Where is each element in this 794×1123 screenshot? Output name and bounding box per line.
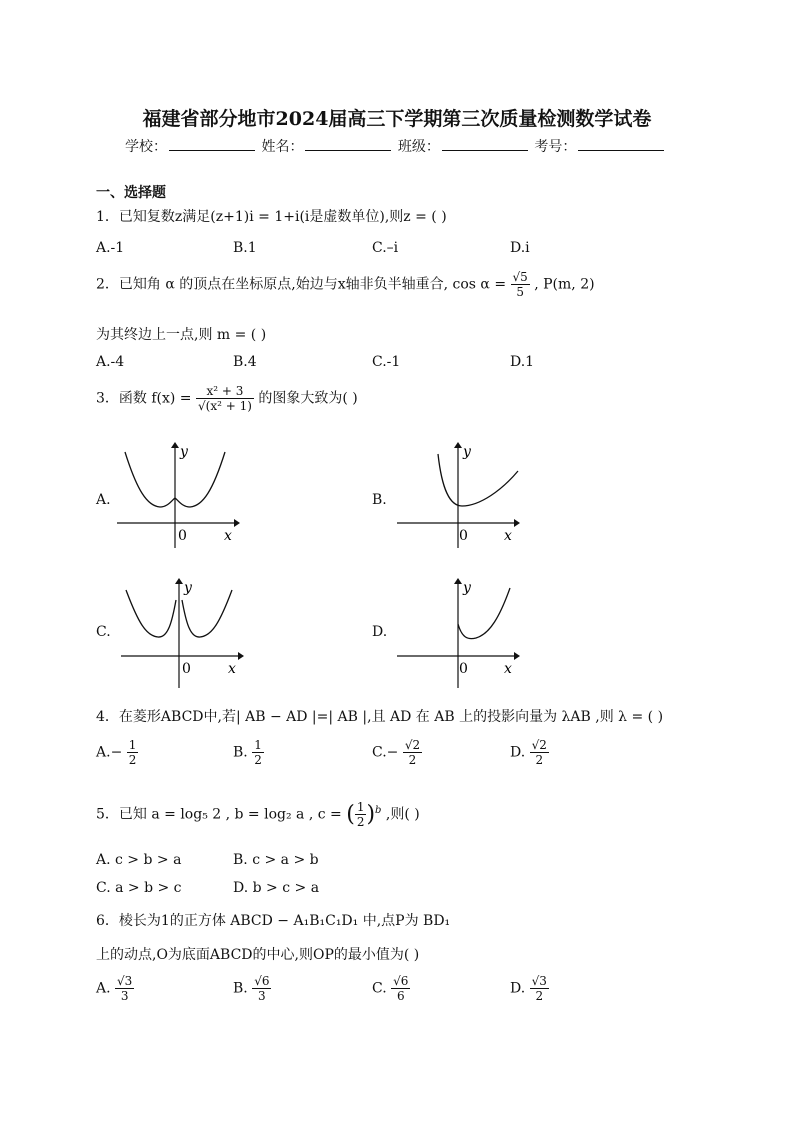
q6-option-a-prefix: A. (96, 980, 111, 997)
graph-d-x-arrow (514, 652, 520, 660)
q2-stem-b: , P(m, 2) (534, 276, 595, 293)
q4-option-a-prefix: A. (96, 744, 111, 761)
graph-b-y-label: y (463, 444, 471, 460)
page-title: 福建省部分地市2024届高三下学期第三次质量检测数学试卷 (142, 108, 652, 130)
q2-stem-a: 2．已知角 α 的顶点在坐标原点,始边与x轴非负半轴重合, cos α = (96, 276, 507, 293)
q6-option-c-frac (391, 974, 410, 1003)
info-number-label: 考号： (534, 139, 577, 155)
graph-c-x-label: x (228, 661, 236, 677)
q4-option-a-den: 2 (128, 753, 137, 767)
q6-stem-a: 6．棱长为1的正方体 ABCD − A₁B₁C₁D₁ 中,点P为 BD₁ (96, 913, 451, 929)
q2-option-c: C.-1 (372, 354, 401, 370)
name-blank (305, 138, 391, 151)
q4-option-c-frac (403, 738, 422, 767)
q4-option-a-num: 1 (128, 738, 137, 752)
q6-option-d-den: 2 (535, 989, 544, 1003)
q4-option-d (510, 738, 549, 767)
q6-option-b-den: 3 (258, 989, 266, 1003)
q6-option-d-prefix: D. (510, 980, 526, 997)
graph-b-x-arrow (514, 519, 520, 527)
q5-frac-den: 2 (356, 815, 365, 829)
q5-paren-open: ( (346, 802, 355, 827)
q5-option-c: C. a > b > c (96, 880, 182, 896)
q5-exponent: b (375, 804, 382, 816)
q6-option-d-num: √3 (531, 974, 547, 988)
q5-paren-close: ) (366, 802, 376, 827)
graph-c (116, 574, 246, 690)
q6-option-c-num: √6 (393, 974, 409, 988)
q5-fraction (355, 800, 367, 829)
q6-option-d (510, 974, 549, 1003)
graph-c-y-label: y (184, 580, 192, 596)
class-blank (442, 138, 528, 151)
q4-option-a-frac (127, 738, 139, 767)
number-blank (578, 138, 664, 151)
graph-a (112, 440, 242, 550)
info-name-label: 姓名： (261, 139, 304, 155)
graph-b-x-label: x (504, 528, 512, 544)
q6-option-b-frac (252, 974, 271, 1003)
graph-d-y-label: y (463, 580, 471, 596)
q4-option-c-prefix: C. (372, 744, 387, 761)
q5-stem-b: ,则( ) (385, 806, 420, 823)
graph-a-y-arrow (171, 442, 179, 448)
student-info-line (125, 136, 666, 156)
q3-stem (96, 384, 358, 413)
graph-d-origin: 0 (459, 661, 468, 677)
q2-frac-den: 5 (516, 285, 524, 299)
q3-option-d-label: D. (372, 624, 388, 640)
graph-c-origin: 0 (182, 661, 191, 677)
q4-option-d-prefix: D. (510, 744, 526, 761)
graph-a-x-arrow (234, 519, 240, 527)
q4-option-d-den: 2 (535, 753, 544, 767)
q4-option-b-frac (252, 738, 264, 767)
graph-c-x-arrow (238, 652, 244, 660)
q4-option-b-num: 1 (254, 738, 262, 752)
q5-frac-num: 1 (356, 800, 365, 814)
q4-option-b-prefix: B. (233, 744, 248, 761)
graph-d-y-arrow (454, 578, 462, 584)
graph-a-origin: 0 (178, 528, 187, 544)
q2-option-a: A.-4 (96, 354, 125, 370)
q2-option-b: B.4 (233, 354, 257, 370)
graph-c-left-curve (126, 590, 176, 637)
q6-option-a-frac (115, 974, 134, 1003)
q4-option-c-den: 2 (408, 753, 417, 767)
q6-option-a (96, 974, 134, 1003)
info-school-label: 学校： (125, 139, 167, 155)
q4-option-c (372, 738, 422, 767)
q4-option-c-sign: − (386, 744, 399, 761)
graph-b-origin: 0 (459, 528, 468, 544)
q2-frac-num: √5 (512, 270, 528, 284)
q6-option-c-prefix: C. (372, 980, 387, 997)
q1-option-d: D.i (510, 240, 530, 256)
q4-option-c-num: √2 (404, 738, 421, 752)
q5-option-a: A. c > b > a (96, 852, 182, 868)
graph-c-y-arrow (175, 578, 183, 584)
graph-d (392, 574, 522, 690)
q1-option-a: A.-1 (96, 240, 125, 256)
q6-option-c-den: 6 (396, 989, 405, 1003)
q6-option-b (233, 974, 271, 1003)
q1-option-b: B.1 (233, 240, 257, 256)
q3-option-b-label: B. (372, 492, 387, 508)
graph-b-curve (438, 454, 518, 506)
q4-option-d-frac (530, 738, 549, 767)
q4-stem: 4．在菱形ABCD中,若| AB − AD |=| AB |,且 AD 在 AB 上的投影向量为 λAB ,则 λ = ( ) (96, 709, 664, 725)
q4-option-a-sign: − (110, 744, 123, 761)
q6-option-b-prefix: B. (233, 980, 248, 997)
section-title: 一、选择题 (96, 185, 166, 201)
q6-option-a-num: √3 (117, 974, 133, 988)
q2-stem (96, 270, 595, 299)
q4-option-a (96, 738, 138, 767)
q1-stem: 1．已知复数z满足(z+1)i = 1+i(i是虚数单位),则z = ( ) (96, 209, 447, 225)
info-class-label: 班级： (397, 139, 440, 155)
q3-frac-num: x² + 3 (196, 384, 254, 399)
q3-stem-b: 的图象大致为( ) (258, 390, 358, 407)
q3-frac-den: √(x² + 1) (198, 399, 252, 413)
graph-b (392, 440, 522, 550)
q3-stem-a: 3．函数 f(x) = (96, 390, 192, 407)
q4-option-b (233, 738, 264, 767)
q4-option-b-den: 2 (254, 753, 262, 767)
q5-stem-a: 5．已知 a = log₅ 2 , b = log₂ a , c = (96, 806, 342, 823)
graph-b-y-arrow (454, 442, 462, 448)
q6-option-d-frac (530, 974, 549, 1003)
q2-option-d: D.1 (510, 354, 535, 370)
q6-option-b-num: √6 (254, 974, 270, 988)
q6-stem-b: 上的动点,O为底面ABCD的中心,则OP的最小值为( ) (96, 947, 420, 963)
graph-d-x-label: x (504, 661, 512, 677)
graph-c-right-curve (182, 590, 232, 637)
graph-a-y-label: y (180, 444, 188, 460)
graph-a-x-label: x (224, 528, 232, 544)
school-blank (169, 138, 255, 151)
q3-option-a-label: A. (96, 492, 111, 508)
q3-fraction (196, 384, 254, 413)
q4-option-d-num: √2 (531, 738, 547, 752)
q2-stem-c: 为其终边上一点,则 m = ( ) (96, 327, 267, 343)
q6-option-a-den: 3 (120, 989, 129, 1003)
q5-option-b: B. c > a > b (233, 852, 319, 868)
q6-option-c (372, 974, 410, 1003)
q1-option-c: C.–i (372, 240, 399, 256)
q5-stem (96, 800, 420, 829)
q3-option-c-label: C. (96, 624, 111, 640)
q5-option-d: D. b > c > a (233, 880, 320, 896)
q2-fraction (511, 270, 530, 299)
